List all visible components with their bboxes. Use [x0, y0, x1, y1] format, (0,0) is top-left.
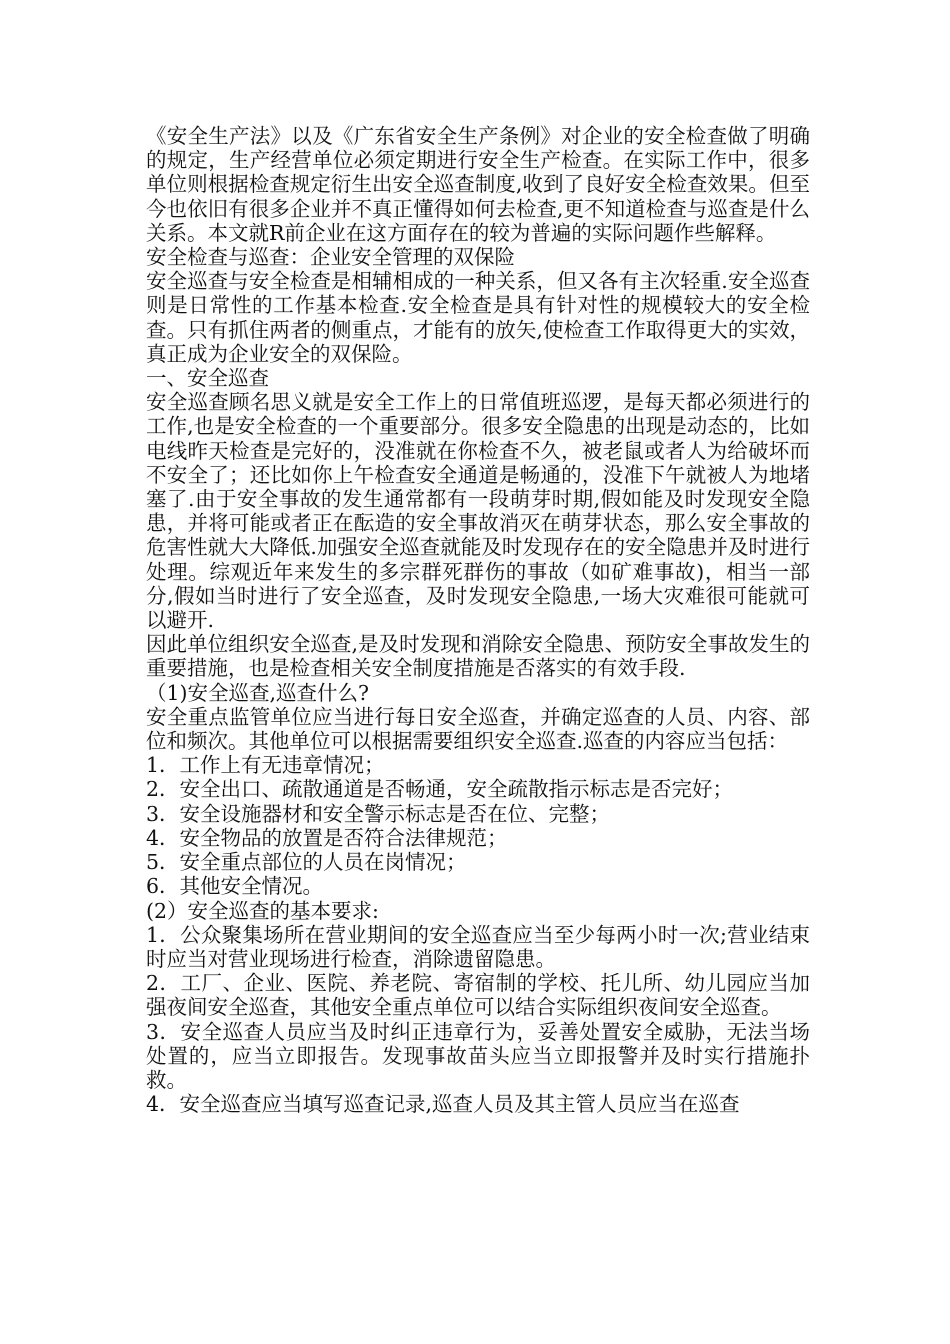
- document-body: [146, 124, 810, 1116]
- list-item: 4．安全巡查应当填写巡查记录,巡查人员及其主管人员应当在巡查: [146, 1092, 740, 1117]
- section-heading-patrol: 一、安全巡查: [146, 366, 269, 391]
- list-item: 1．工作上有无违章情况；: [146, 753, 385, 778]
- list-item: 1．公众聚集场所在营业期间的安全巡查应当至少每两小时一次;营业结束时应当对营业现场进行检查，消除遗留隐患。: [146, 922, 810, 971]
- patrol-conclusion-paragraph: 因此单位组织安全巡查,是及时发现和消除安全隐患、预防安全事故发生的重要措施，也是检查相关安全制度措施是否落实的有效手段.: [146, 632, 810, 681]
- patrol-paragraph: 安全巡查顾名思义就是安全工作上的日常值班巡逻，是每天都必须进行的工作,也是安全检查的一个重要部分。很多安全隐患的出现是动态的，比如电线昨天检查是完好的，没准就在你检查不久，被老鼠或者人为给破坏而不安全了；还比如你上午检查安全通道是畅通的，没准下午就被人为地堵塞了.由于安全事故的发生通常都有一段萌芽时期,假如能及时发现安全隐患，并将可能或者正在酝造的安全事故消灭在萌芽状态，那么安全事故的危害性就大大降低.加强安全巡查就能及时发现存在的安全隐患并及时进行处理。综观近年来发生的多宗群死群伤的事故（如矿难事故)，相当一部分,假如当时进行了安全巡查，及时发现安全隐患,一场大灾难很可能就可以避开.: [146, 390, 810, 633]
- relation-paragraph: 安全巡查与安全检查是相辅相成的一种关系，但又各有主次轻重.安全巡查则是日常性的工作基本检查.安全检查是具有针对性的规模较大的安全检查。只有抓住两者的侧重点，才能有的放矢,使检查工作取得更大的实效，真正成为企业安全的双保险。: [146, 269, 810, 366]
- list-item: 2．安全出口、疏散通道是否畅通，安全疏散指示标志是否完好；: [146, 777, 734, 802]
- list-item: 3．安全巡查人员应当及时纠正违章行为，妥善处置安全威胁，无法当场处置的，应当立即报告。发现事故苗头应当立即报警并及时实行措施扑救。: [146, 1019, 810, 1092]
- list-item: 4．安全物品的放置是否符合法律规范；: [146, 825, 508, 850]
- list-item: 5．安全重点部位的人员在岗情况；: [146, 850, 467, 875]
- list-item: 3．安全设施器材和安全警示标志是否在位、完整；: [146, 801, 611, 826]
- list-item: 6．其他安全情况。: [146, 874, 324, 899]
- section-title: 安全检查与巡查：企业安全管理的双保险: [146, 245, 515, 270]
- subheading-patrol-requirements: (2）安全巡查的基本要求:: [146, 898, 379, 923]
- patrol-content-paragraph: 安全重点监管单位应当进行每日安全巡查，并确定巡查的人员、内容、部位和频次。其他单位可以根据需要组织安全巡查.巡查的内容应当包括：: [146, 704, 810, 754]
- subheading-patrol-content: （1)安全巡查,巡查什么?: [146, 680, 370, 705]
- intro-paragraph: 《安全生产法》以及《广东省安全生产条例》对企业的安全检查做了明确的规定，生产经营单位必须定期进行安全生产检查。在实际工作中，很多单位则根据检查规定衍生出安全巡查制度,收到了良好安全检查效果。但至今也依旧有很多企业并不真正懂得如何去检查,更不知道检查与巡查是什么关系。本文就R前企业在这方面存在的较为普遍的实际问题作些解释。: [146, 124, 810, 245]
- list-item: 2．工厂、企业、医院、养老院、寄宿制的学校、托儿所、幼儿园应当加强夜间安全巡查，其他安全重点单位可以结合实际组织夜间安全巡查。: [146, 971, 810, 1020]
